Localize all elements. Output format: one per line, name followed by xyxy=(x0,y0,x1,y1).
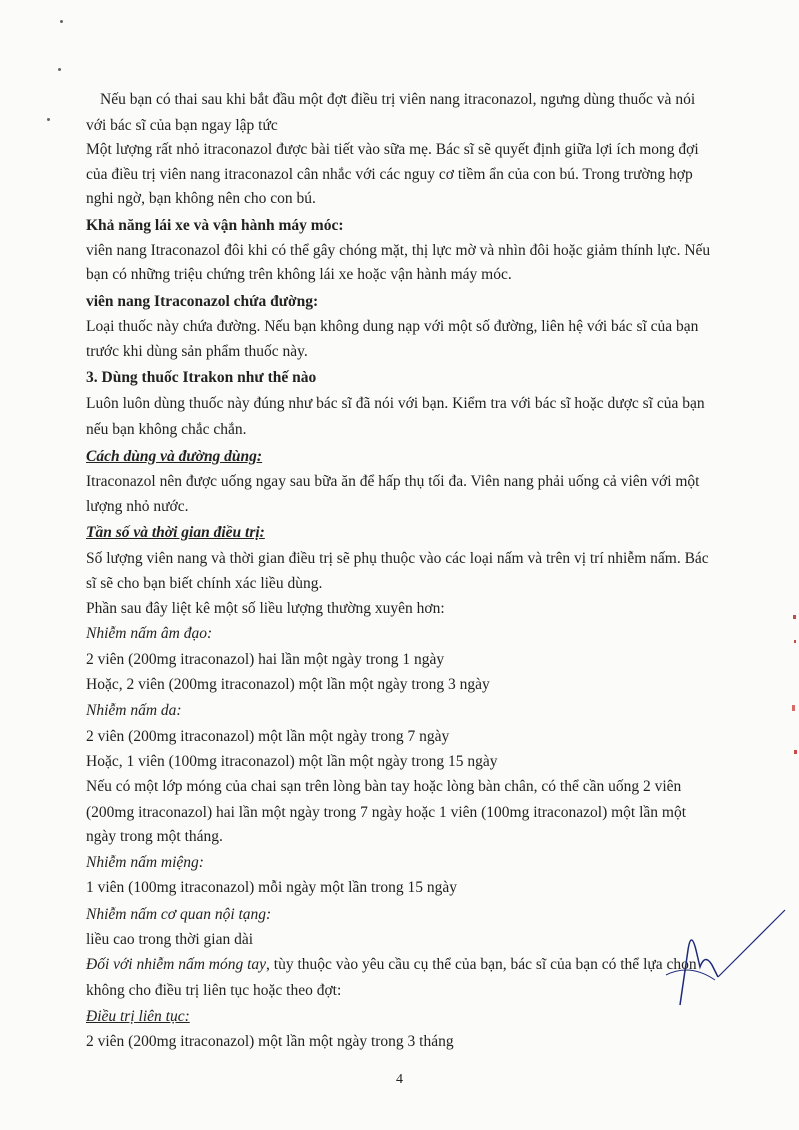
text-line: 3. Dùng thuốc Itrakon như thế nào xyxy=(86,369,317,386)
text-line: viên nang Itraconazol chứa đường: xyxy=(86,293,319,310)
text-line: Một lượng rất nhỏ itraconazol được bài tiết vào sữa mẹ. Bác sĩ sẽ quyết định giữa lợi ích mong đợi xyxy=(86,141,699,158)
text-line: Cách dùng và đường dùng: xyxy=(86,448,263,465)
text-line: của điều trị viên nang itraconazol cân nhắc với các nguy cơ tiềm ẩn của con bú. Trong trường hợp xyxy=(86,166,693,183)
text-line: Hoặc, 2 viên (200mg itraconazol) một lần một ngày trong 3 ngày xyxy=(86,676,490,693)
line-rest: , tùy thuộc vào yêu cầu cụ thể của bạn, bác sĩ của bạn có thể lựa chọn xyxy=(266,956,697,973)
text-line: Itraconazol nên được uống ngay sau bữa ăn để hấp thụ tối đa. Viên nang phải uống cả viên với một xyxy=(86,473,700,490)
text-line: (200mg itraconazol) hai lần một ngày trong 7 ngày hoặc 1 viên (100mg itraconazol) một lần một xyxy=(86,804,687,821)
text-line: Nếu bạn có thai sau khi bắt đầu một đợt điều trị viên nang itraconazol, ngưng dùng thuốc và nói xyxy=(100,91,696,108)
text-line: Nếu có một lớp móng của chai sạn trên lòng bàn tay hoặc lòng bàn chân, có thể cần uống 2 viên xyxy=(86,778,682,795)
text-line: Nhiễm nấm da: xyxy=(86,702,182,719)
text-line: 1 viên (100mg itraconazol) mỗi ngày một lần trong 15 ngày xyxy=(86,879,458,896)
text-line: nếu bạn không chắc chắn. xyxy=(86,421,247,438)
text-line: bạn có những triệu chứng trên không lái xe hoặc vận hành máy móc. xyxy=(86,266,512,283)
text-line: Khả năng lái xe và vận hành máy móc: xyxy=(86,217,344,234)
text-line: 2 viên (200mg itraconazol) hai lần một ngày trong 1 ngày xyxy=(86,651,445,668)
text-line: Số lượng viên nang và thời gian điều trị sẽ phụ thuộc vào các loại nấm và trên vị trí nhiễm nấm. Bác xyxy=(86,550,709,567)
text-line: ngày trong một tháng. xyxy=(86,828,223,845)
text-line: lượng nhỏ nước. xyxy=(86,498,189,515)
text-line: Loại thuốc này chứa đường. Nếu bạn không dung nạp với một số đường, liên hệ với bác sĩ của bạn xyxy=(86,318,699,335)
text-line: 2 viên (200mg itraconazol) một lần một ngày trong 3 tháng xyxy=(86,1033,454,1050)
text-line: Hoặc, 1 viên (100mg itraconazol) một lần một ngày trong 15 ngày xyxy=(86,753,498,770)
italic-phrase: Đối với nhiễm nấm móng tay xyxy=(86,956,267,973)
signature-mark xyxy=(660,905,795,1010)
text-line: Luôn luôn dùng thuốc này đúng như bác sĩ đã nói với bạn. Kiểm tra với bác sĩ hoặc dược sĩ của bạn xyxy=(86,395,705,412)
text-line: nghi ngờ, bạn không nên cho con bú. xyxy=(86,190,316,207)
text-line: Điều trị liên tục: xyxy=(86,1008,190,1025)
text-line: Nhiễm nấm miệng: xyxy=(86,854,204,871)
text-line: viên nang Itraconazol đôi khi có thể gây chóng mặt, thị lực mờ và nhìn đôi hoặc giảm thính lực. Nếu xyxy=(86,242,711,259)
text-line: 2 viên (200mg itraconazol) một lần một ngày trong 7 ngày xyxy=(86,728,450,745)
scan-speck xyxy=(58,68,61,71)
text-line: với bác sĩ của bạn ngay lập tức xyxy=(86,117,278,134)
text-line: không cho điều trị liên tục hoặc theo đợt: xyxy=(86,982,342,999)
text-line: sĩ sẽ cho bạn biết chính xác liều dùng. xyxy=(86,575,323,592)
scan-speck xyxy=(60,20,63,23)
text-line: Tần số và thời gian điều trị: xyxy=(86,524,265,541)
text-line: Nhiễm nấm âm đạo: xyxy=(86,625,213,642)
text-line: liều cao trong thời gian dài xyxy=(86,931,254,948)
text-line: Phần sau đây liệt kê một số liều lượng thường xuyên hơn: xyxy=(86,600,445,617)
scan-speck xyxy=(47,118,50,121)
text-line xyxy=(86,955,759,975)
text-line: trước khi dùng sản phẩm thuốc này. xyxy=(86,343,308,360)
page-number: 4 xyxy=(396,1072,403,1087)
text-line: Nhiễm nấm cơ quan nội tạng: xyxy=(86,906,272,923)
edge-stamp-marks xyxy=(787,610,799,760)
